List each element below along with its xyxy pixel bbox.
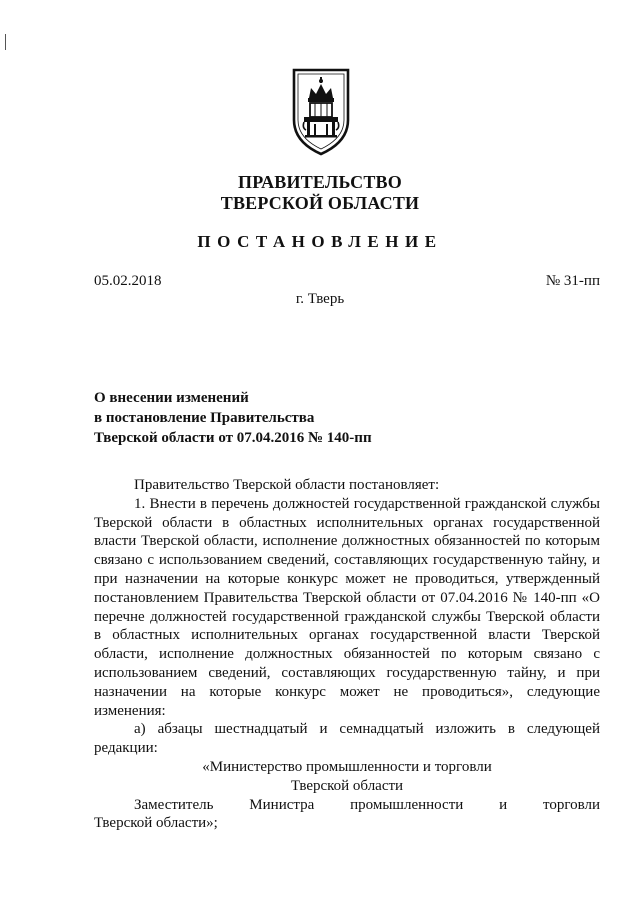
quote-heading-line: «Министерство промышленности и торговли	[202, 758, 492, 775]
document-city: г. Тверь	[295, 291, 345, 307]
org-name-line2: ТВЕРСКОЙ ОБЛАСТИ	[220, 193, 420, 213]
quote-position-line: Заместитель Министра промышленности и торговли	[134, 796, 600, 813]
document-body	[94, 476, 600, 833]
quote-heading-line: Тверской области	[290, 777, 404, 794]
subject-line: О внесении изменений	[94, 390, 249, 406]
org-name-line1: ПРАВИТЕЛЬСТВО	[238, 172, 402, 192]
intro-paragraph: Правительство Тверской области постановляет:	[134, 477, 440, 493]
tver-coat-of-arms-icon	[290, 68, 352, 156]
document-subject	[94, 388, 372, 448]
quote-position-end: Тверской области»;	[94, 815, 218, 832]
subject-line: Тверской области от 07.04.2016 № 140-пп	[94, 430, 372, 446]
scan-edge-mark	[5, 34, 6, 50]
subject-line: в постановление Правительства	[94, 410, 315, 426]
document-type-title: ПОСТАНОВЛЕНИЕ	[197, 232, 443, 251]
document-date: 05.02.2018	[94, 273, 162, 289]
document-number: № 31-пп	[545, 273, 600, 289]
item-1-paragraph: 1. Внести в перечень должностей государственной гражданской службы Тверской области в областных исполнительных органах государственной власти Тверской области, исполнение должностных обязанностей по которым связано с использованием сведений, составляющих государственную тайну, и при назначении на которые конкурс может не проводиться, утвержденный постановлением Правительства Тверской области от 07.04.2016 № 140-пп «О перечне должностей государственной гражданской службы Тверской области в областных исполнительных органах государственной власти Тверской области, исполнение должностных обязанностей по которым связано с использованием сведений, составляющих государственную тайну, и при назначении на которые конкурс может не проводиться», следующие изменения:	[94, 495, 600, 719]
item-1a-paragraph: а) абзацы шестнадцатый и семнадцатый изложить в следующей редакции:	[94, 721, 600, 757]
